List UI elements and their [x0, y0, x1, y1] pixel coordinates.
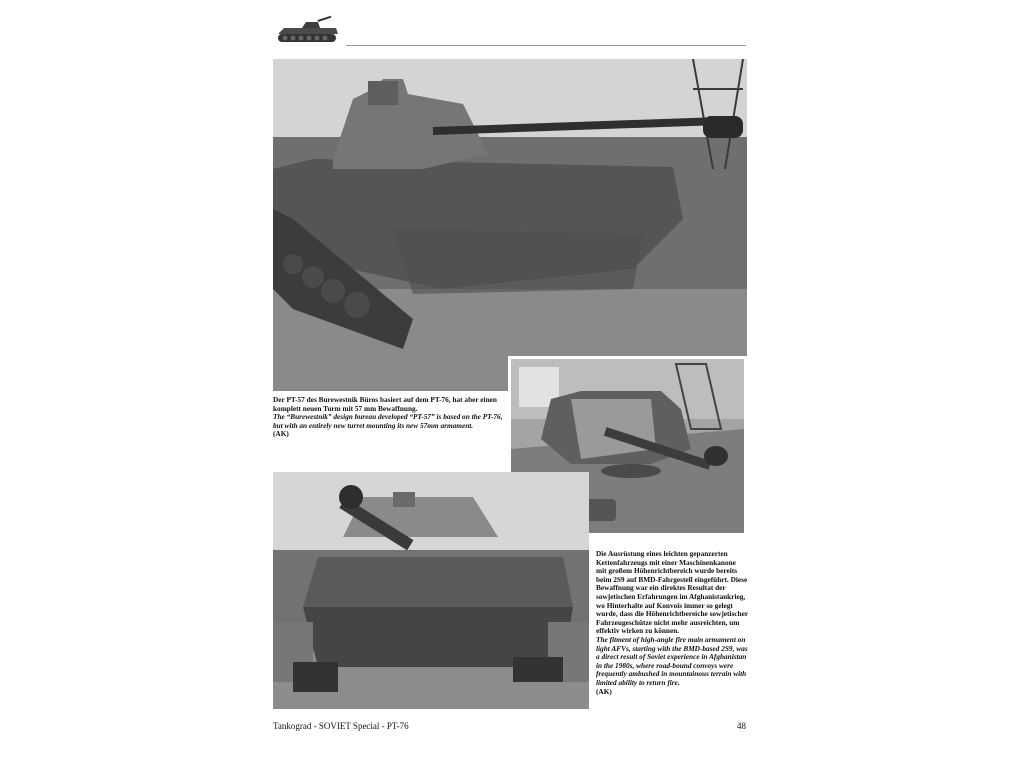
caption-1-german: Der PT-57 des Burewestnik Büros basiert auf dem PT-76, hat aber einen komplett neuen Turm mit 57 mm Bewaffnung.: [273, 395, 497, 413]
caption-2-german: Die Ausrüstung eines leichten gepanzerten Kettenfahrzeugs mit einer Maschinenkanone mit großem Höhenrichtbereich wurde bereits beim 2S9 auf BMD-Fahrgestell eingeführt. Diese Bewaffnung war ein direktes Resultat der sowjetischen Erfahrungen im Afghanistankrieg, wo Hinterhalte auf Konvois immer so gelegt wurde, dass die Höhenrichtbereiche sowjetischer Fahrzeugeschütze nicht mehr ausreichten, um effektiv wirken zu können.: [596, 549, 748, 636]
caption-photo-3: [596, 550, 748, 696]
header-rule: [346, 45, 746, 46]
page-number: 48: [737, 721, 746, 731]
caption-1-english: The “Burewestnik” design bureau developed “PT-57” is based on the PT-76, but with an entirely new turret mounting its new 57mm armament.: [273, 412, 503, 430]
caption-2-english: The fitment of high-angle fire main armament on light AFVs, starting with the BMD-based 2S9, was a direct result of Soviet experience in Afghanistan in the 1980s, where road-bound convoys were frequently ambushed in mountainous terrain with limited ability to return fire.: [596, 634, 748, 687]
photo-tank-front: [273, 472, 589, 709]
caption-1-credit: (AK): [273, 429, 289, 439]
caption-2-credit: (AK): [596, 686, 612, 696]
footer-title: Tankograd - SOVIET Special - PT-76: [273, 721, 409, 731]
photo-tank-three-quarter: [273, 59, 747, 391]
tank-silhouette-icon: [276, 14, 340, 46]
caption-photo-1: [273, 396, 508, 439]
